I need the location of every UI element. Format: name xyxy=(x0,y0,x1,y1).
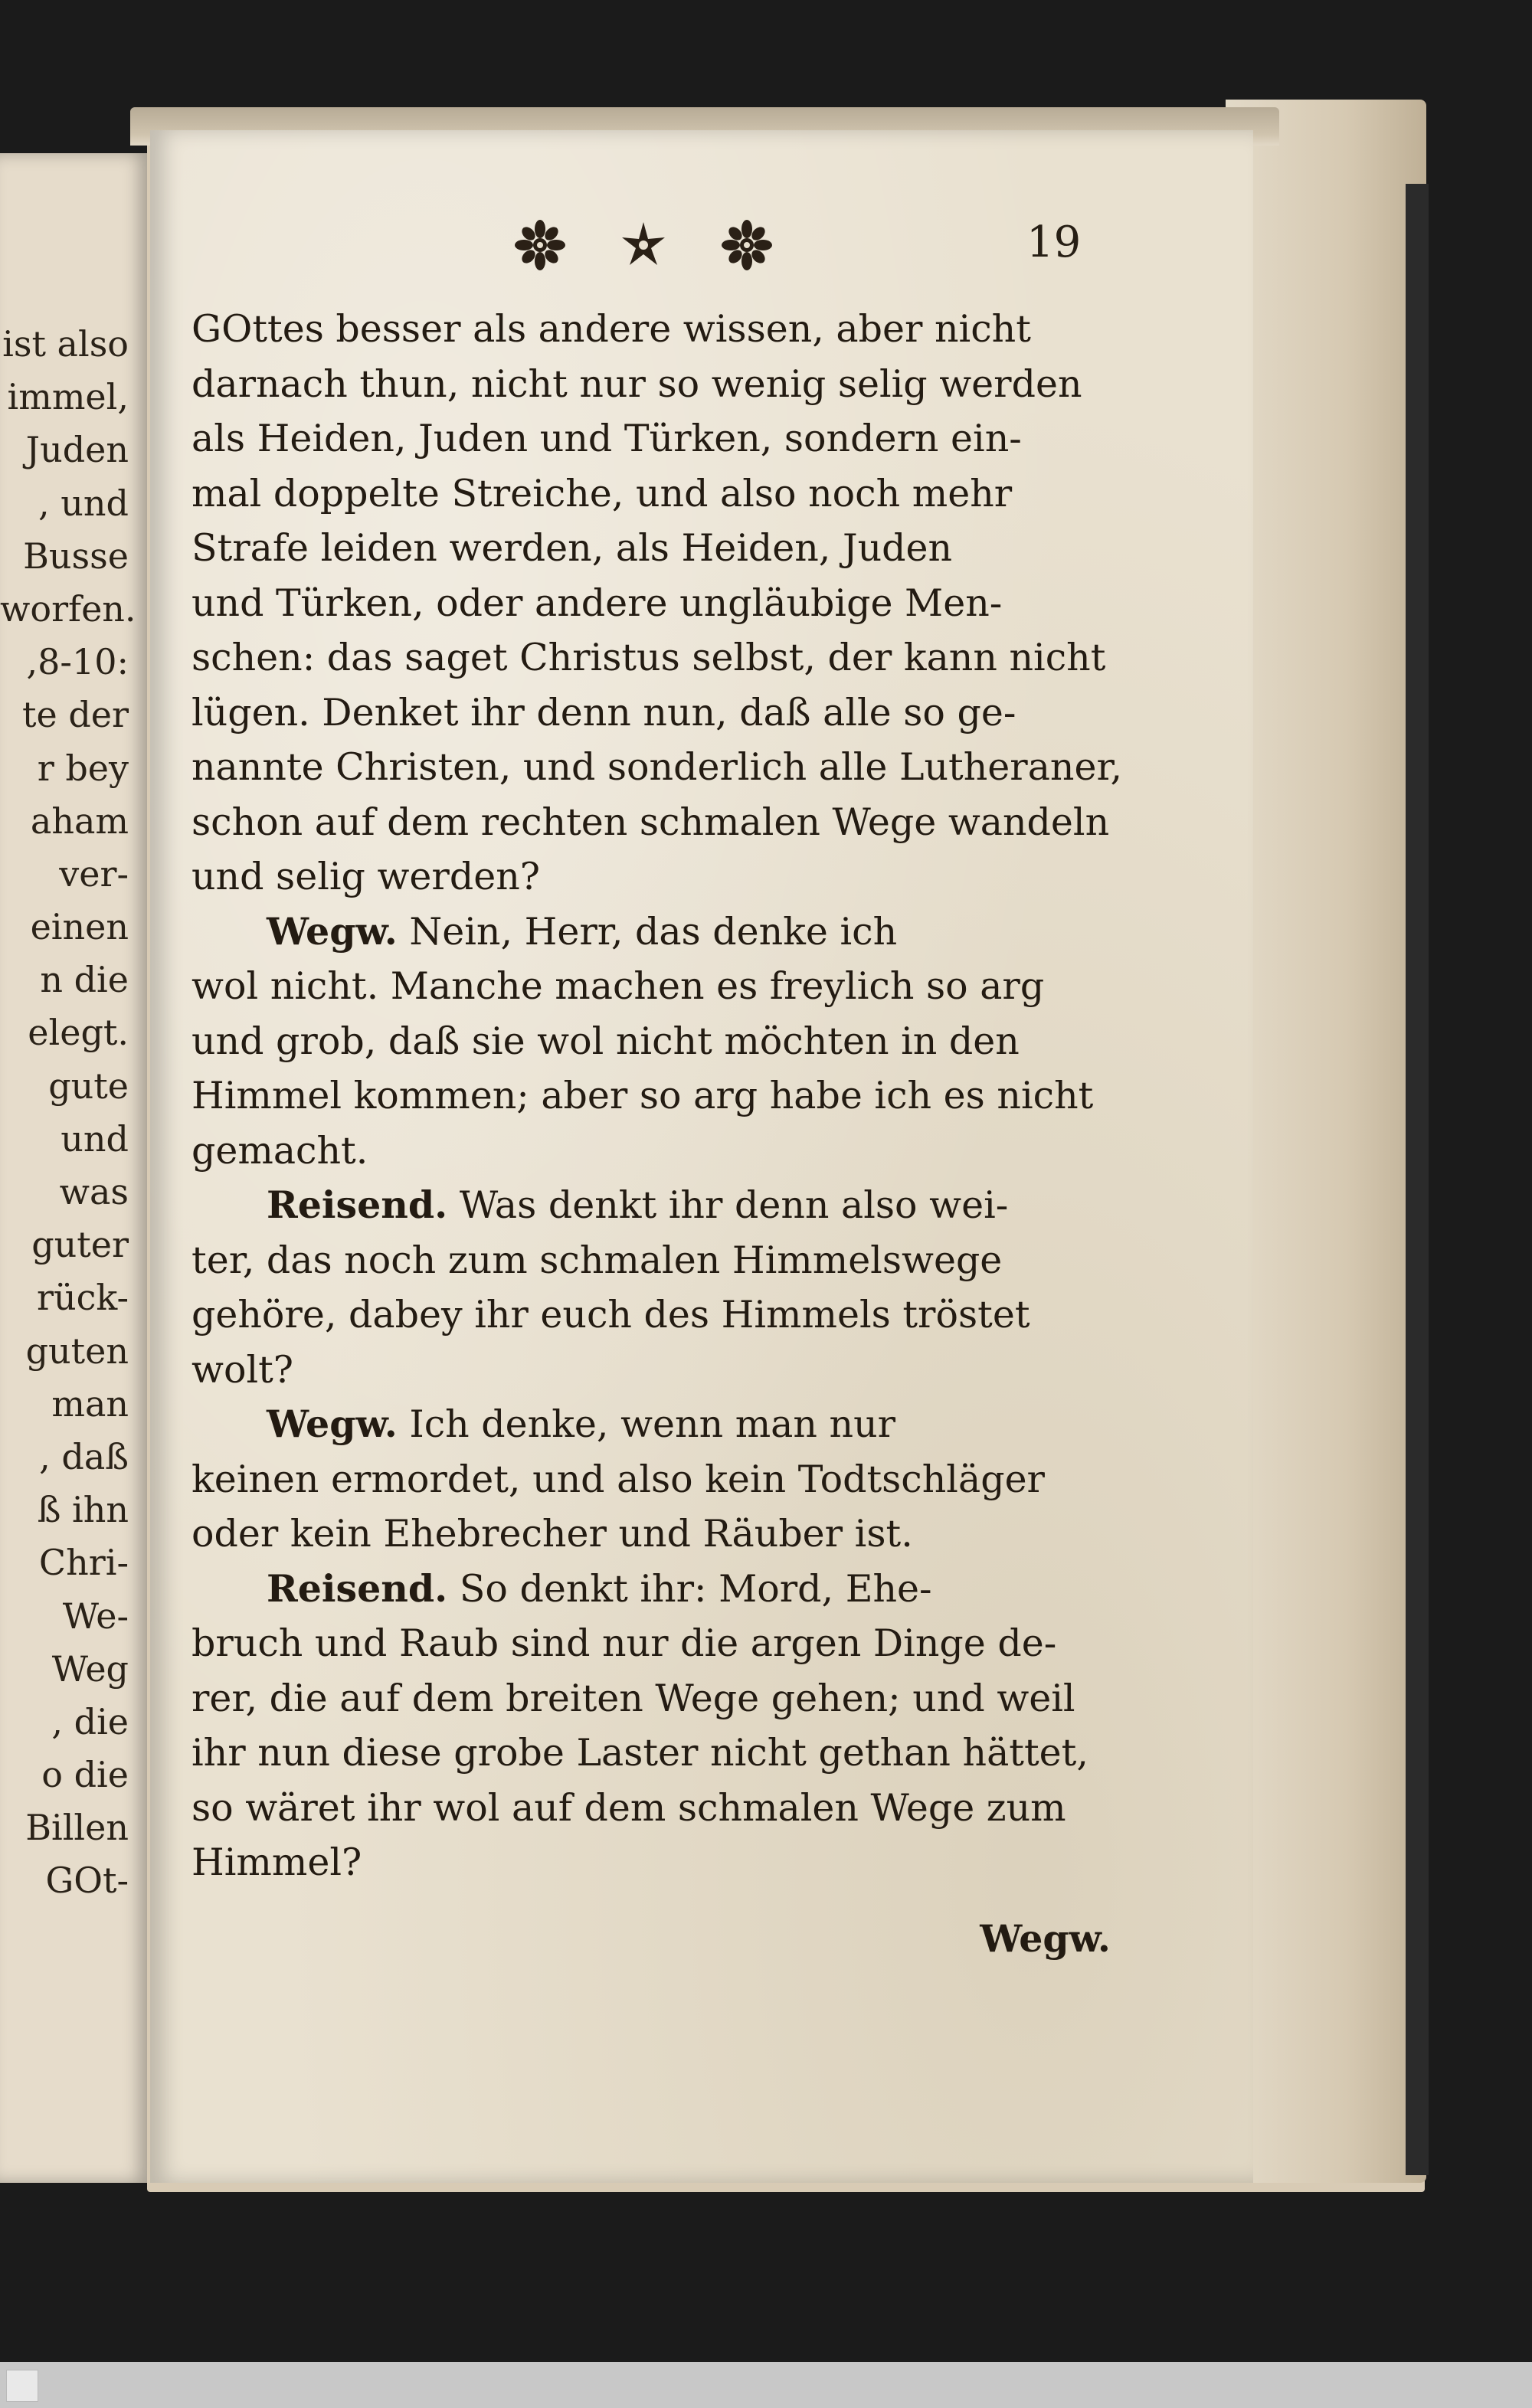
text-line: Himmel kommen; aber so arg habe ich es nicht xyxy=(192,1074,1094,1117)
left-fragment: rück- xyxy=(37,1277,129,1319)
text-line: gehöre, dabey ihr euch des Himmels tröstet xyxy=(192,1293,1030,1337)
text-line: wol nicht. Manche machen es freylich so arg xyxy=(192,964,1045,1008)
left-fragment: man xyxy=(51,1382,129,1425)
left-fragment: , und xyxy=(38,482,129,524)
left-page xyxy=(0,153,150,2183)
dialogue-text: So denkt ihr: Mord, Ehe- xyxy=(459,1566,932,1611)
left-fragment: ß ihn xyxy=(37,1489,129,1531)
left-fragment: gute xyxy=(48,1065,129,1107)
left-fragment: Juden xyxy=(25,429,129,471)
text-line: GOttes besser als andere wissen, aber nicht xyxy=(192,307,1031,351)
dialogue-line xyxy=(192,1562,1111,1617)
book-cover-edge xyxy=(1406,184,1429,2175)
text-line: bruch und Raub sind nur die argen Dinge de- xyxy=(192,1621,1057,1665)
left-fragment: immel, xyxy=(7,376,129,418)
library-logo-icon xyxy=(6,2370,38,2402)
page-header-ornament xyxy=(513,214,774,276)
speaker-label: Wegw. xyxy=(267,908,398,954)
dialogue-line xyxy=(192,1397,1111,1452)
dialogue-text: Nein, Herr, das denke ich xyxy=(409,909,898,954)
left-fragment: Busse xyxy=(23,535,129,577)
left-fragment: worfen. xyxy=(0,587,136,630)
text-line: ihr nun diese grobe Laster nicht gethan hättet, xyxy=(192,1731,1088,1775)
left-fragment: ver- xyxy=(59,852,129,895)
text-line: ter, das noch zum schmalen Himmelswege xyxy=(192,1238,1003,1282)
left-fragment: und xyxy=(61,1117,129,1160)
page-number: 19 xyxy=(1026,218,1082,267)
text-line: oder kein Ehebrecher und Räuber ist. xyxy=(192,1512,913,1556)
dialogue-line xyxy=(192,905,1111,960)
left-fragment: o die xyxy=(41,1754,129,1796)
left-fragment: ist also xyxy=(2,323,129,365)
left-fragment: Billen xyxy=(25,1807,129,1849)
speaker-label: Reisend. xyxy=(267,1183,448,1227)
left-fragment: einen xyxy=(30,906,129,948)
left-fragment: r bey xyxy=(37,747,129,789)
text-line: mal doppelte Streiche, und also noch mehr xyxy=(192,471,1013,515)
text-line: darnach thun, nicht nur so wenig selig werden xyxy=(192,362,1082,406)
text-line: Strafe leiden werden, als Heiden, Juden xyxy=(192,526,953,570)
left-fragment: te der xyxy=(22,694,129,736)
text-line: und selig werden? xyxy=(192,855,541,898)
text-line: Himmel? xyxy=(192,1840,362,1884)
left-fragment: elegt. xyxy=(28,1012,129,1054)
left-fragment: GOt- xyxy=(45,1860,129,1902)
left-fragment: aham xyxy=(30,800,129,842)
dialogue-text: Ich denke, wenn man nur xyxy=(409,1402,896,1446)
text-line: lügen. Denket ihr denn nun, daß alle so ge- xyxy=(192,690,1016,735)
dialogue-line xyxy=(192,1178,1111,1233)
left-fragment: was xyxy=(59,1171,129,1212)
left-fragment: Chri- xyxy=(38,1542,129,1584)
text-line: und Türken, oder andere ungläubige Men- xyxy=(192,581,1003,625)
left-fragment: ,8-10: xyxy=(26,641,129,683)
page-edges xyxy=(1226,100,1426,2183)
text-line: schen: das saget Christus selbst, der kann nicht xyxy=(192,636,1106,679)
left-fragment: , die xyxy=(51,1700,129,1742)
left-fragment: n die xyxy=(40,959,129,1001)
speaker-label: Reisend. xyxy=(267,1566,448,1611)
flower-ornament-icon xyxy=(720,218,774,272)
text-line: so wäret ihr wol auf dem schmalen Wege zum xyxy=(192,1785,1066,1830)
text-line: schon auf dem rechten schmalen Wege wandeln xyxy=(192,800,1110,844)
dialogue-text: Was denkt ihr denn also wei- xyxy=(459,1183,1009,1227)
left-fragment: guten xyxy=(25,1330,129,1372)
text-line: rer, die auf dem breiten Wege gehen; und weil xyxy=(192,1676,1075,1720)
text-line: und grob, daß sie wol nicht möchten in den xyxy=(192,1019,1020,1063)
speaker-label: Wegw. xyxy=(267,1402,398,1446)
left-fragment: We- xyxy=(62,1595,129,1637)
left-fragment: Weg xyxy=(51,1647,129,1690)
text-line: als Heiden, Juden und Türken, sondern ein- xyxy=(192,417,1022,460)
left-fragment: guter xyxy=(31,1224,129,1266)
star-ornament-icon xyxy=(619,221,668,270)
catchword: Wegw. xyxy=(980,1916,1111,1961)
text-line: nannte Christen, und sonderlich alle Lutheraner, xyxy=(192,745,1123,789)
text-line: wolt? xyxy=(192,1347,294,1392)
page-body-text xyxy=(192,302,1123,1966)
viewer-footer-bar xyxy=(0,2362,1532,2408)
left-page-text xyxy=(0,318,136,1908)
text-line: gemacht. xyxy=(192,1128,368,1173)
flower-ornament-icon xyxy=(513,218,567,272)
left-fragment: , daß xyxy=(39,1435,129,1477)
text-line: keinen ermordet, und also kein Todtschläger xyxy=(192,1457,1045,1501)
